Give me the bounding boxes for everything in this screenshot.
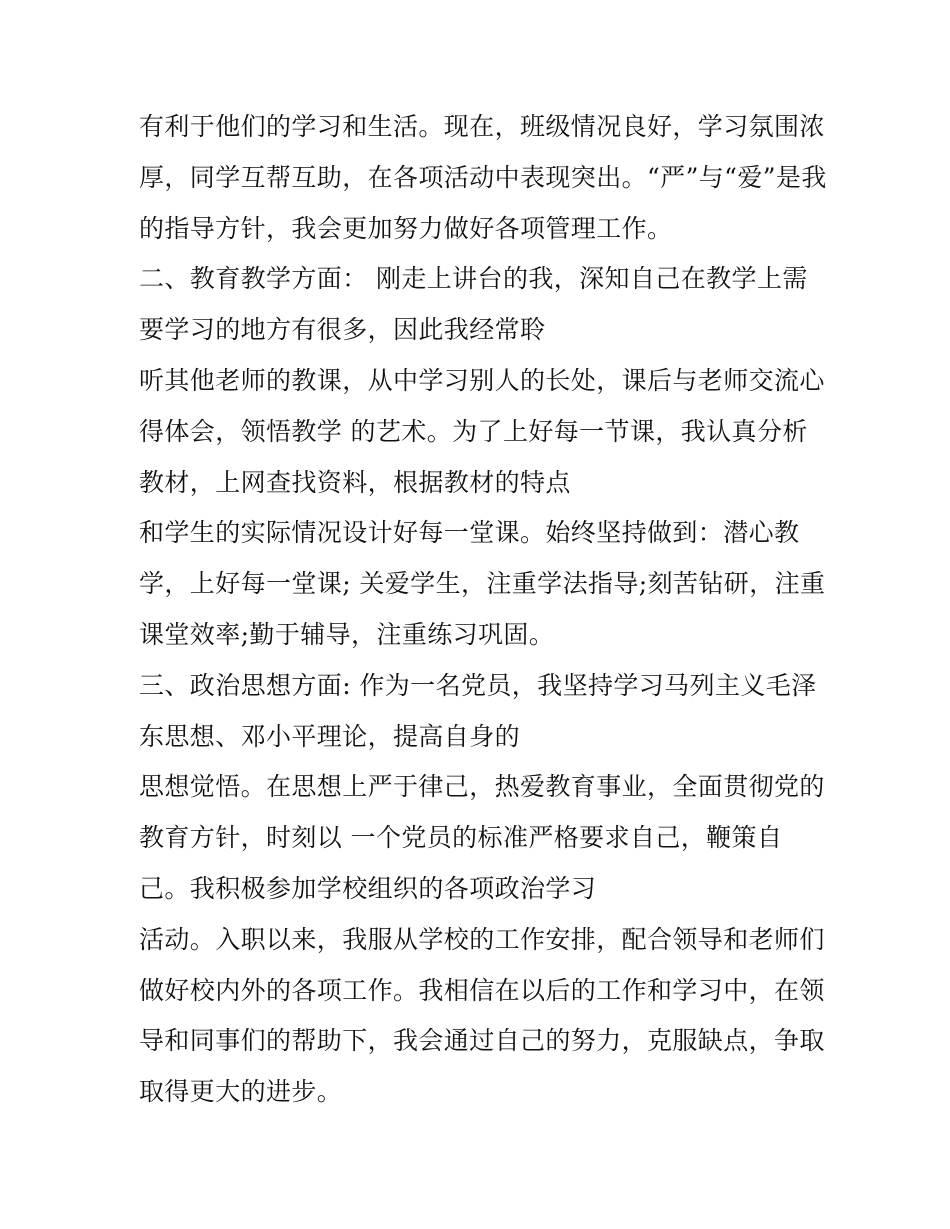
text-line-10: 学，上好每一堂课; 关爱学生，注重学法指导;刻苦钻研，注重	[139, 569, 826, 599]
text-line-16: 己。我积极参加学校组织的各项政治学习	[139, 873, 597, 903]
text-line-3: 的指导方针，我会更加努力做好各项管理工作。	[139, 213, 673, 243]
text-line-4: 二、教育教学方面： 刚走上讲台的我，深知自己在教学上需	[139, 264, 808, 294]
text-line-19: 导和同事们的帮助下，我会通过自己的努力，克服缺点，争取	[139, 1026, 825, 1056]
text-line-13: 东思想、邓小平理论，提高自身的	[139, 721, 521, 751]
text-line-17: 活动。入职以来，我服从学校的工作安排，配合领导和老师们	[139, 924, 825, 954]
text-line-2: 厚，同学互帮互助，在各项活动中表现突出。“严”与“爱”是我	[139, 162, 827, 192]
text-line-7: 得体会，领悟教学 的艺术。为了上好每一节课，我认真分析	[139, 416, 808, 446]
text-line-18: 做好校内外的各项工作。我相信在以后的工作和学习中，在领	[139, 975, 825, 1005]
text-line-1: 有利于他们的学习和生活。现在，班级情况良好，学习氛围浓	[139, 112, 825, 141]
text-line-14: 思想觉悟。在思想上严于律己，热爱教育事业，全面贯彻党的	[139, 772, 825, 802]
text-line-20: 取得更大的进步。	[139, 1077, 343, 1107]
text-line-8: 教材，上网查找资料，根据教材的特点	[139, 467, 571, 497]
text-line-5: 要学习的地方有很多，因此我经常聆	[139, 315, 546, 345]
document-body	[139, 102, 827, 1118]
text-line-9: 和学生的实际情况设计好每一堂课。始终坚持做到：潜心教	[139, 518, 800, 548]
text-line-15: 教育方针，时刻以 一个党员的标准严格要求自己，鞭策自	[139, 823, 783, 853]
text-line-11: 课堂效率;勤于辅导，注重练习巩固。	[139, 619, 555, 649]
text-line-6: 听其他老师的教课，从中学习别人的长处，课后与老师交流心	[139, 365, 825, 395]
text-line-12: 三、政治思想方面: 作为一名党员，我坚持学习马列主义毛泽	[139, 670, 817, 700]
